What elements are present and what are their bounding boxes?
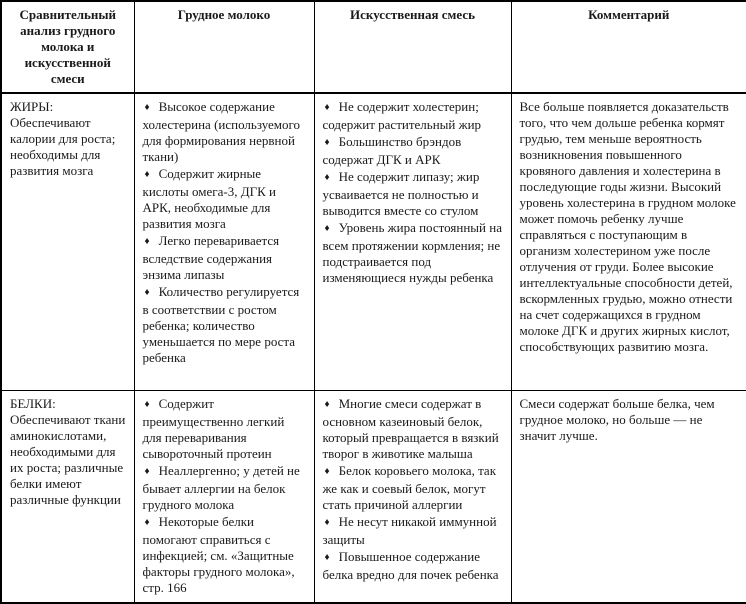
- header-comparison-analysis: Сравнительный анализ грудного молока и искусственной смеси: [1, 1, 134, 93]
- bullet-item: ♦ Не содержит холестерин; содержит растительный жир: [322, 99, 482, 132]
- proteins-comment-text: Смеси содержат больше белка, чем грудное молоко, но больше — не значит лучше.: [519, 395, 715, 443]
- fats-formula-list: [323, 99, 503, 286]
- fats-category-cell: [1, 93, 134, 390]
- fats-comment-text: Все больше появляется доказательств того, что чем дольше ребенка кормят грудью, тем меньше вероятность возникновения повышенного кровяного давления и холестерина в последующие годы жизни. Высокий уровень холестерина в грудном молоке может помочь ребенку лучше справляться с поступающим в организм холестерином уже после отлучения от груди. Более высокие интеллектуальные способности детей, вскормленных грудью, можно отнести на счет содержащихся в грудном молоке ДГК и других жирных кислот, способствующих развитию мозга.: [519, 99, 736, 354]
- proteins-breast-milk-cell: [134, 390, 314, 603]
- diamond-bullet-icon: ♦: [144, 465, 150, 477]
- bullet-item: ♦ Некоторые белки помогают справиться с инфекцией; см. «Защитные факторы грудного молока», стр. 166: [142, 513, 295, 595]
- bullet-item: ♦ Легко переваривается вследствие содержания энзима липазы: [142, 233, 280, 282]
- diamond-bullet-icon: ♦: [324, 223, 330, 234]
- table-row-proteins: [1, 390, 746, 603]
- bullet-item: ♦ Высокое содержание холестерина (используемого для формирования нервной ткани): [142, 99, 301, 164]
- fats-comment-cell: [511, 93, 746, 390]
- header-comment: Комментарий: [511, 1, 746, 93]
- bullet-item: ♦ Содержит преимущественно легкий для переваривания сывороточный протеин: [142, 395, 285, 461]
- header-formula: Искусственная смесь: [314, 1, 511, 93]
- proteins-comment-cell: [511, 390, 746, 603]
- diamond-bullet-icon: ♦: [144, 169, 150, 180]
- diamond-bullet-icon: ♦: [324, 551, 330, 563]
- proteins-category-cell: [1, 390, 134, 603]
- diamond-bullet-icon: ♦: [144, 398, 150, 410]
- diamond-bullet-icon: ♦: [324, 137, 330, 148]
- table-row-fats: [1, 93, 746, 390]
- bullet-item: ♦ Содержит жирные кислоты омега-3, ДГК и АРК, необходимые для развития мозга: [142, 166, 276, 231]
- diamond-bullet-icon: ♦: [324, 516, 330, 528]
- fats-category-desc: Обеспечивают калории для роста; необходимы для развития мозга: [10, 115, 116, 178]
- header-breast-milk: Грудное молоко: [134, 1, 314, 93]
- proteins-formula-list: [323, 396, 503, 583]
- table-header-row: [1, 1, 746, 93]
- diamond-bullet-icon: ♦: [324, 172, 330, 183]
- bullet-item: ♦ Повышенное содержание белка вредно для почек ребенка: [322, 548, 499, 582]
- bullet-item: ♦ Не содержит липазу; жир усваивается не полностью и выводится вместе со стулом: [322, 169, 480, 218]
- bullet-item: ♦ Белок коровьего молока, так же как и соевый белок, могут стать причиной аллергии: [322, 462, 497, 512]
- proteins-category-title: БЕЛКИ:: [10, 395, 56, 411]
- diamond-bullet-icon: ♦: [144, 236, 150, 247]
- proteins-formula-cell: [314, 390, 511, 603]
- fats-breast-milk-list: [143, 99, 306, 366]
- proteins-category-desc: Обеспечивают ткани аминокислотами, необходимыми для их роста; различные белки имеют различные функции: [10, 411, 126, 507]
- bullet-item: ♦ Уровень жира постоянный на всем протяжении кормления; не подстраивается под изменяющиеся нужды ребенка: [322, 220, 502, 285]
- bullet-item: ♦ Не несут никакой иммунной защиты: [322, 513, 497, 547]
- diamond-bullet-icon: ♦: [324, 398, 330, 410]
- proteins-breast-milk-list: [143, 396, 306, 596]
- diamond-bullet-icon: ♦: [144, 516, 150, 528]
- fats-formula-cell: [314, 93, 511, 390]
- fats-category-title: ЖИРЫ:: [10, 99, 54, 114]
- bullet-item: ♦ Неаллергенно; у детей не бывает аллергии на белок грудного молока: [142, 462, 300, 512]
- bullet-item: ♦ Количество регулируется в соответствии с ростом ребенка; количество уменьшается по мере роста ребенка: [142, 284, 300, 365]
- diamond-bullet-icon: ♦: [144, 102, 150, 113]
- diamond-bullet-icon: ♦: [144, 287, 150, 298]
- diamond-bullet-icon: ♦: [324, 102, 330, 113]
- bullet-item: ♦ Многие смеси содержат в основном казеиновый белок, который превращается в вязкий творог в животике малыша: [322, 395, 499, 461]
- bullet-item: ♦ Большинство брэндов содержат ДГК и АРК: [322, 134, 462, 167]
- fats-breast-milk-cell: [134, 93, 314, 390]
- diamond-bullet-icon: ♦: [324, 465, 330, 477]
